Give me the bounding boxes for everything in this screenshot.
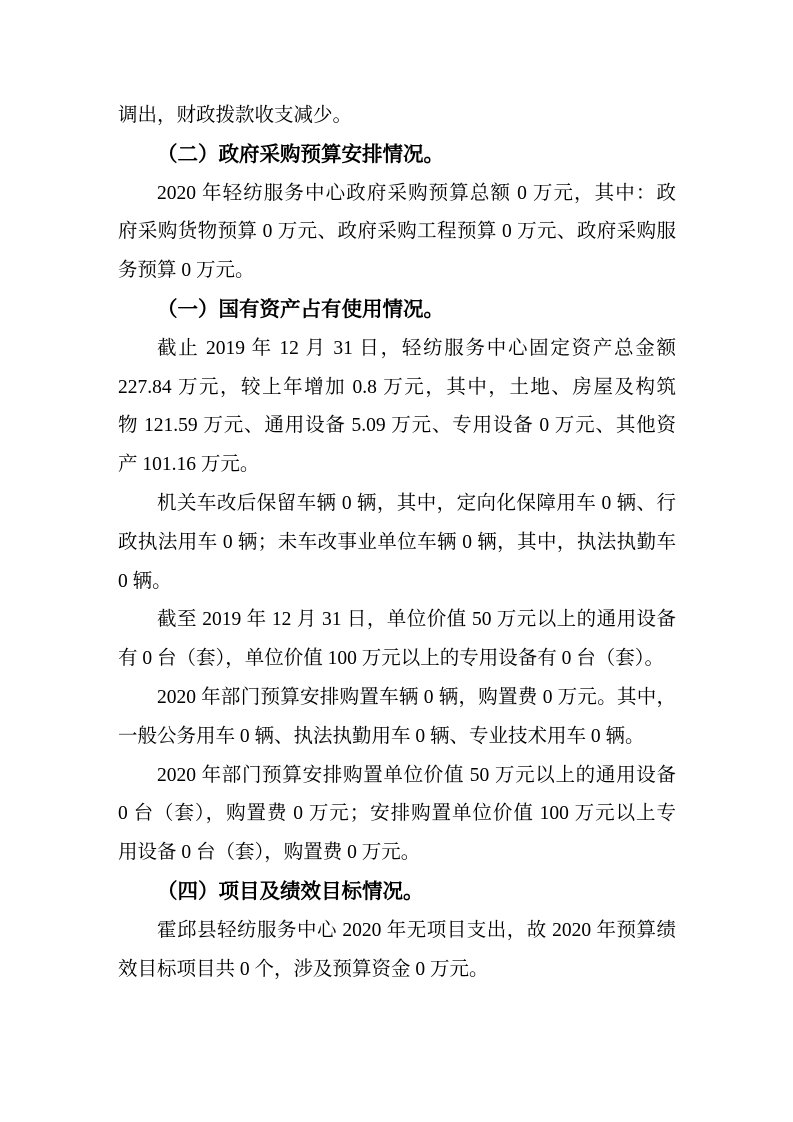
text-line: 截止 2019 年 12 月 31 日，轻纺服务中心固定资产总金额 — [157, 337, 676, 359]
text-line: 用设备 0 台（套），购置费 0 万元。 — [118, 842, 421, 864]
text-line: 227.84 万元，较上年增加 0.8 万元，其中，土地、房屋及构筑 — [118, 376, 676, 398]
text-line: 0 辆。 — [118, 570, 172, 592]
text-line: 2020 年部门预算安排购置单位价值 50 万元以上的通用设备 — [157, 764, 676, 786]
text-line: 机关车改后保留车辆 0 辆，其中，定向化保障用车 0 辆、行 — [157, 492, 676, 514]
text-line: 府采购货物预算 0 万元、政府采购工程预算 0 万元、政府采购服 — [118, 221, 676, 243]
text-line: 调出，财政拨款收支减少。 — [118, 105, 353, 126]
section-heading: （一）国有资产占有使用情况。 — [157, 297, 444, 321]
text-line: 效目标项目共 0 个，涉及预算资金 0 万元。 — [118, 958, 489, 980]
text-line: 0 台（套），购置费 0 万元；安排购置单位价值 100 万元以上专 — [118, 803, 676, 825]
text-line: 有 0 台（套），单位价值 100 万元以上的专用设备有 0 台（套）。 — [118, 648, 665, 670]
section-heading: （二）政府采购预算安排情况。 — [157, 142, 444, 166]
text-line: 霍邱县轻纺服务中心 2020 年无项目支出，故 2020 年预算绩 — [157, 919, 676, 941]
text-line: 政执法用车 0 辆；未车改事业单位车辆 0 辆，其中，执法执勤车 — [118, 531, 676, 553]
text-line: 务预算 0 万元。 — [118, 260, 255, 282]
text-line: 一般公务用车 0 辆、执法执勤用车 0 辆、专业技术用车 0 辆。 — [118, 725, 645, 747]
text-line: 物 121.59 万元、通用设备 5.09 万元、专用设备 0 万元、其他资 — [118, 415, 676, 437]
text-line: 产 101.16 万元。 — [118, 454, 260, 476]
text-line: 2020 年部门预算安排购置车辆 0 辆，购置费 0 万元。其中， — [157, 686, 676, 708]
text-line: 截至 2019 年 12 月 31 日，单位价值 50 万元以上的通用设备 — [157, 609, 676, 631]
text-line: 2020 年轻纺服务中心政府采购预算总额 0 万元，其中：政 — [157, 182, 676, 204]
document-content — [118, 97, 676, 989]
section-heading: （四）项目及绩效目标情况。 — [157, 879, 424, 903]
